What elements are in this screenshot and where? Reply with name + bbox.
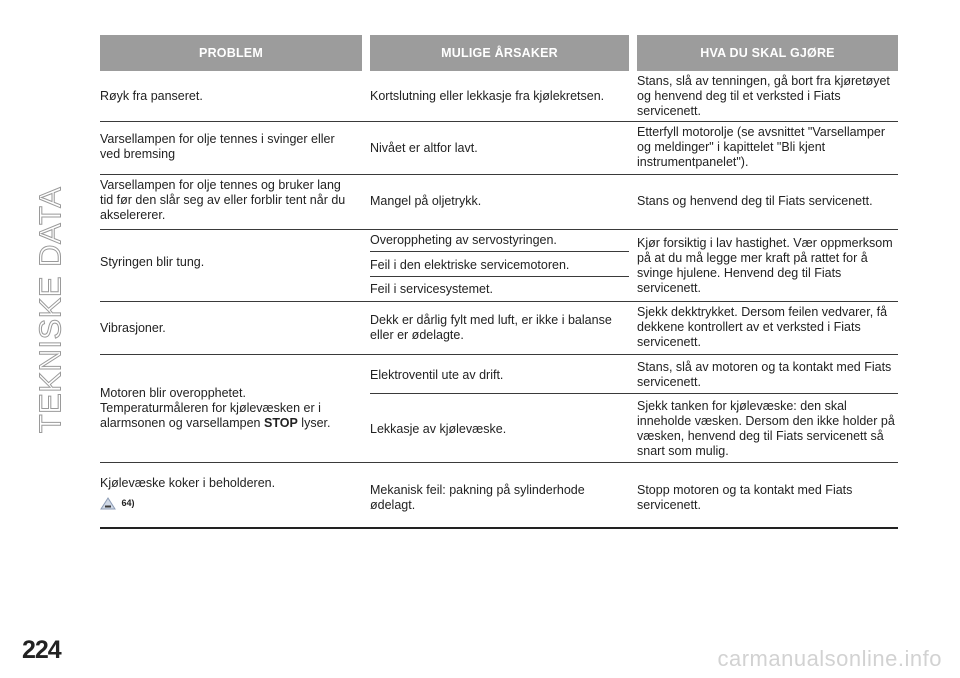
problem-line: Motoren blir overopphetet.: [100, 386, 246, 400]
table-row: [100, 463, 898, 529]
table-row: [100, 122, 898, 175]
header-problem: PROBLEM: [100, 35, 362, 71]
table-row: [100, 175, 898, 230]
action-cell: Stans, slå av motoren og ta kontakt med Fiats servicenett.: [637, 360, 892, 389]
problem-cell: Varsellampen for olje tennes i svinger eller ved bremsing: [100, 132, 335, 161]
header-causes: MULIGE ÅRSAKER: [370, 35, 629, 71]
table-row: [100, 355, 898, 463]
page-number: 224: [22, 636, 61, 664]
cause-cell: Nivået er altfor lavt.: [370, 141, 478, 155]
cause-cell: Mekanisk feil: pakning på sylinderhode ødelagt.: [370, 483, 585, 512]
watermark: carmanualsonline.info: [717, 646, 942, 671]
action-cell: Stans, slå av tenningen, gå bort fra kjøretøyet og henvend deg til et verksted i Fiats servicenett.: [637, 74, 890, 118]
section-side-title-text: TEKNISKE DATA: [32, 186, 68, 434]
table-row: [100, 230, 898, 302]
cause-cell: Lekkasje av kjølevæske.: [370, 422, 507, 436]
sub-divider: [370, 393, 898, 394]
table-row: [100, 71, 898, 122]
action-cell: Stans og henvend deg til Fiats servicenett.: [637, 194, 873, 208]
stop-indicator-label: STOP: [264, 416, 298, 430]
section-side-title: [20, 186, 80, 434]
problem-cell: [100, 386, 350, 431]
header-actions: HVA DU SKAL GJØRE: [637, 35, 898, 71]
action-cell: Sjekk tanken for kjølevæske: den skal inneholde væsken. Dersom den ikke holder på væsken, henvend deg til Fiats servicenett så snart som mulig.: [637, 399, 895, 458]
problem-cell: [100, 476, 350, 511]
sub-divider: [370, 276, 629, 277]
action-cell: Etterfyll motorolje (se avsnittet "Varsellamper og meldinger" i kapittelet "Bli kjent instrumentpanelet").: [637, 125, 886, 169]
cause-cell: Dekk er dårlig fylt med luft, er ikke i balanse eller er ødelagte.: [370, 313, 612, 342]
cause-cell: Elektroventil ute av drift.: [370, 368, 504, 382]
problem-cell: Vibrasjoner.: [100, 321, 166, 335]
cause-cell: Feil i den elektriske servicemotoren.: [370, 258, 570, 272]
problem-cell: Styringen blir tung.: [100, 255, 205, 269]
cause-cell: Feil i servicesystemet.: [370, 282, 493, 296]
problem-text: Kjølevæske koker i beholderen.: [100, 476, 276, 490]
action-cell: Sjekk dekktrykket. Dersom feilen vedvarer, få dekkene kontrollert av et verksted i Fiats servicenett.: [637, 305, 888, 349]
cause-cell: Overoppheting av servostyringen.: [370, 233, 557, 247]
table-header: [100, 35, 898, 71]
cause-cell: Mangel på oljetrykk.: [370, 194, 482, 208]
problem-cell: Varsellampen for olje tennes og bruker lang tid før den slår seg av eller forblir tent når du akselererer.: [100, 178, 346, 222]
action-cell: Kjør forsiktig i lav hastighet. Vær oppmerksom på at du må legge mer kraft på rattet for å svinge hjulene. Henvend deg til Fiats servicenett.: [637, 236, 893, 295]
problem-text: lyser.: [301, 416, 331, 430]
warning-triangle-icon: [100, 497, 116, 510]
action-cell: Stopp motoren og ta kontakt med Fiats servicenett.: [637, 483, 853, 512]
note-ref: 64): [121, 498, 135, 509]
table-row: [100, 302, 898, 355]
sub-divider: [370, 251, 629, 252]
problem-text: Temperaturmåleren for kjølevæsken er i alarmsonen og varsellampen: [100, 401, 321, 430]
problem-cell: Røyk fra panseret.: [100, 89, 203, 103]
problem-line: [100, 401, 350, 431]
cause-cell: Kortslutning eller lekkasje fra kjølekretsen.: [370, 89, 605, 103]
warning-note: [100, 496, 350, 511]
